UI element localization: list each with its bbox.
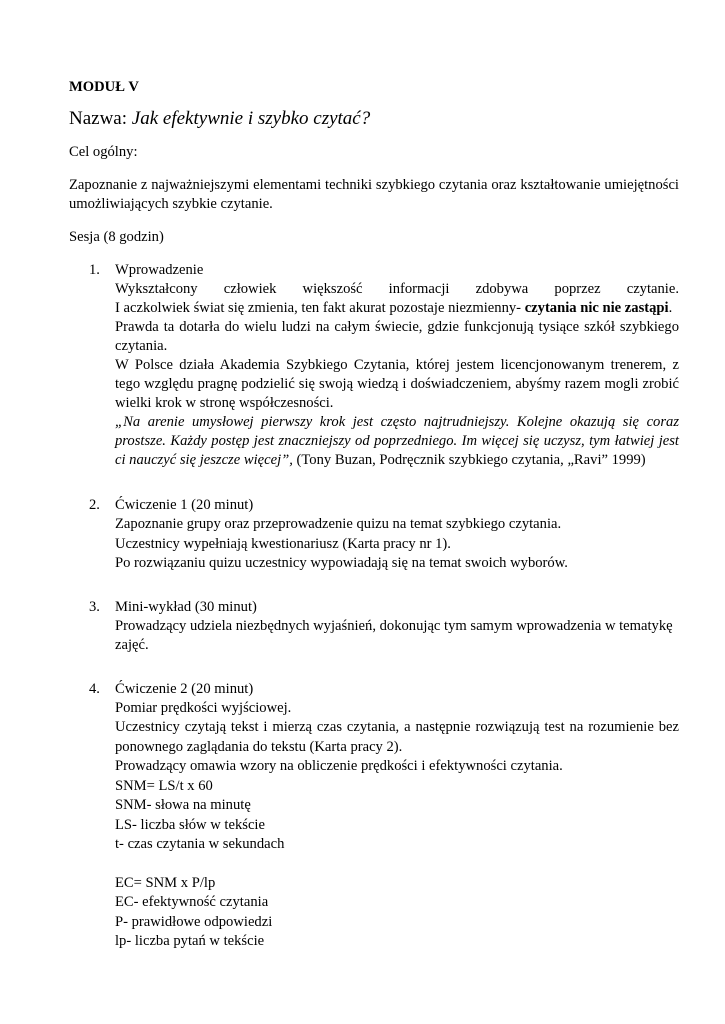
formula-line: lp- liczba pytań w tekście — [115, 933, 265, 949]
intro-line-2-bold: czytania nic nie zastąpi — [524, 300, 669, 316]
name-label: Nazwa: — [69, 108, 132, 129]
goal-text: Zapoznanie z najważniejszymi elementami techniki szybkiego czytania oraz kształtowanie umiejętności umożliwiających szybkie czytanie. — [69, 177, 679, 212]
intro-line-2-text: I aczkolwiek świat się zmienia, ten fakt akurat pozostaje niezmienny- — [115, 300, 525, 316]
formula-ec: EC= SNM x P/lp — [115, 874, 216, 891]
formula-line: t- czas czytania w sekundach — [115, 836, 285, 852]
section-number: 1. — [89, 262, 100, 278]
intro-para-2: W Polsce działa Akademia Szybkiego Czytania, której jestem licencjonowanym trenerem, z tego względu pragnę podzielić się swoją wiedzą i doświadczeniem, abyśmy razem mogli zrobić wielki krok w stronę współczesności. — [115, 357, 679, 411]
section-number: 2. — [89, 497, 100, 513]
section-line: Uczestnicy wypełniają kwestionariusz (Karta pracy nr 1). — [115, 535, 451, 552]
section-4 — [69, 680, 679, 952]
intro-line-1: Wykształcony człowiek większość informacji zdobywa poprzez czytanie. — [115, 281, 679, 297]
section-title: Mini-wykład (30 minut) — [115, 598, 257, 615]
section-number: 3. — [89, 598, 100, 615]
section-title: Ćwiczenie 2 (20 minut) — [115, 680, 254, 697]
formula-line: SNM- słowa na minutę — [115, 797, 251, 813]
quote-source: (Tony Buzan, Podręcznik szybkiego czytania, „Ravi” 1999) — [292, 452, 646, 468]
intro-quote — [115, 413, 679, 470]
section-body — [69, 280, 679, 470]
formula-snm: SNM= LS/t x 60 — [115, 777, 213, 794]
section-2 — [69, 496, 679, 574]
section-line: Zapoznanie grupy oraz przeprowadzenie quizu na temat szybkiego czytania. — [115, 516, 562, 532]
section-line: Prowadzący udziela niezbędnych wyjaśnień, dokonując tym samym wprowadzenia w tematykę zajęć. — [115, 617, 673, 653]
session-label: Sesja (8 godzin) — [69, 229, 164, 245]
section-line: Po rozwiązaniu quizu uczestnicy wypowiadają się na temat swoich wyborów. — [115, 555, 568, 571]
section-1 — [69, 261, 679, 470]
formula-line: EC- efektywność czytania — [115, 894, 269, 910]
intro-line-2-end: . — [668, 300, 673, 316]
intro-para-1-rest: Prawda ta dotarła do wielu ludzi na całym świecie, gdzie funkcjonują tysiące szkół szybkiego czytania. — [115, 319, 679, 354]
quote-text: „Na arenie umysłowej pierwszy krok jest często najtrudniejszy. Kolejne okazują się coraz prostsze. Każdy postęp jest znaczniejszy od poprzedniego. Im więcej się uczysz, tym łatwiej jest ci nauczyć się jeszcze więcej”, — [115, 414, 679, 468]
section-title: Wprowadzenie — [115, 262, 204, 278]
formula-line: P- prawidłowe odpowiedzi — [115, 913, 273, 930]
section-number: 4. — [89, 680, 100, 697]
section-title: Ćwiczenie 1 (20 minut) — [115, 497, 254, 513]
section-line: Uczestnicy czytają tekst i mierzą czas czytania, a następnie rozwiązują test na rozumienie bez ponownego zaglądania do tekstu (Karta pracy 2). — [115, 719, 679, 755]
goal-label: Cel ogólny: — [69, 144, 138, 160]
section-body — [69, 699, 679, 952]
section-body — [69, 617, 679, 656]
section-line: Pomiar prędkości wyjściowej. — [115, 699, 292, 716]
module-title: MODUŁ V — [69, 79, 139, 95]
module-name — [69, 107, 679, 131]
document-page — [69, 78, 679, 952]
formula-line: LS- liczba słów w tekście — [115, 816, 265, 833]
name-value: Jak efektywnie i szybko czytać? — [131, 108, 371, 129]
intro-line-2 — [115, 299, 679, 318]
section-line: Prowadzący omawia wzory na obliczenie prędkości i efektywności czytania. — [115, 758, 563, 774]
section-body — [69, 515, 679, 574]
section-3 — [69, 598, 679, 656]
